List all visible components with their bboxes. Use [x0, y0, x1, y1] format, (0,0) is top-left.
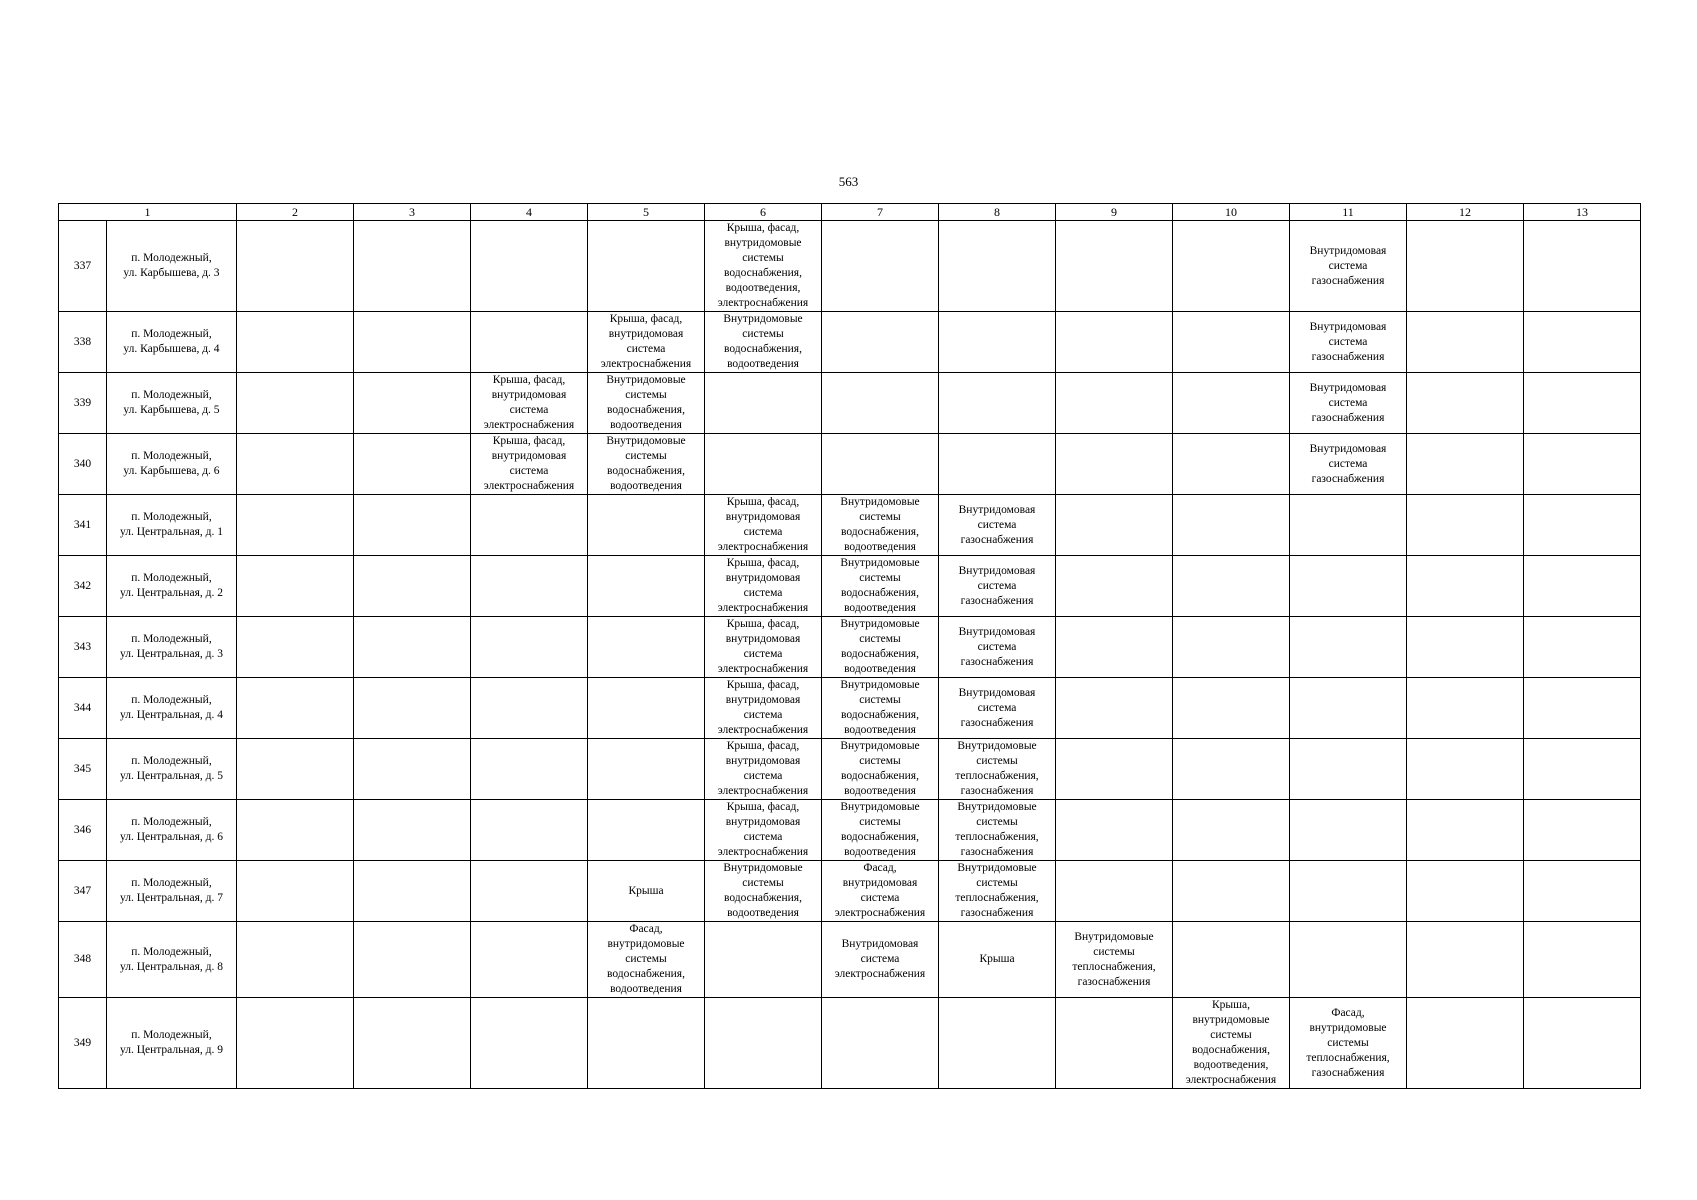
row-number: 338 — [59, 312, 107, 373]
work-cell-col-6: Крыша, фасад, внутридомовые системы водоснабжения, водоотведения, электроснабжения — [705, 221, 822, 312]
column-header-3: 3 — [354, 204, 471, 221]
work-cell-col-4 — [471, 617, 588, 678]
work-cell-col-2 — [237, 556, 354, 617]
work-cell-col-5: Крыша — [588, 861, 705, 922]
work-cell-col-5: Внутридомовые системы водоснабжения, водоотведения — [588, 373, 705, 434]
table-row — [59, 800, 1641, 861]
row-number: 346 — [59, 800, 107, 861]
work-cell-col-7 — [822, 221, 939, 312]
table-row — [59, 678, 1641, 739]
work-cell-col-10 — [1173, 312, 1290, 373]
work-cell-col-4: Крыша, фасад, внутридомовая система электроснабжения — [471, 434, 588, 495]
work-cell-col-8: Внутридомовая система газоснабжения — [939, 495, 1056, 556]
column-header-10: 10 — [1173, 204, 1290, 221]
work-cell-col-3 — [354, 556, 471, 617]
work-cell-col-6: Внутридомовые системы водоснабжения, водоотведения — [705, 312, 822, 373]
address-cell: п. Молодежный, ул. Центральная, д. 9 — [107, 998, 237, 1089]
work-cell-col-6 — [705, 434, 822, 495]
work-cell-col-6: Крыша, фасад, внутридомовая система электроснабжения — [705, 678, 822, 739]
work-cell-col-13 — [1524, 495, 1641, 556]
work-cell-col-2 — [237, 739, 354, 800]
address-cell: п. Молодежный, ул. Карбышева, д. 6 — [107, 434, 237, 495]
work-cell-col-8: Крыша — [939, 922, 1056, 998]
work-cell-col-11 — [1290, 922, 1407, 998]
work-cell-col-5: Внутридомовые системы водоснабжения, водоотведения — [588, 434, 705, 495]
work-cell-col-13 — [1524, 800, 1641, 861]
work-cell-col-4 — [471, 800, 588, 861]
work-cell-col-9 — [1056, 800, 1173, 861]
column-header-7: 7 — [822, 204, 939, 221]
work-cell-col-5 — [588, 221, 705, 312]
column-header-4: 4 — [471, 204, 588, 221]
work-cell-col-2 — [237, 434, 354, 495]
work-cell-col-11: Фасад, внутридомовые системы теплоснабжения, газоснабжения — [1290, 998, 1407, 1089]
address-cell: п. Молодежный, ул. Карбышева, д. 3 — [107, 221, 237, 312]
table-header-row — [59, 204, 1641, 221]
work-cell-col-11 — [1290, 678, 1407, 739]
work-cell-col-4 — [471, 495, 588, 556]
work-cell-col-7: Внутридомовая система электроснабжения — [822, 922, 939, 998]
work-cell-col-3 — [354, 861, 471, 922]
work-cell-col-5 — [588, 678, 705, 739]
work-cell-col-11: Внутридомовая система газоснабжения — [1290, 373, 1407, 434]
work-cell-col-9 — [1056, 617, 1173, 678]
address-cell: п. Молодежный, ул. Центральная, д. 5 — [107, 739, 237, 800]
row-number: 345 — [59, 739, 107, 800]
table-row — [59, 556, 1641, 617]
work-cell-col-2 — [237, 678, 354, 739]
work-cell-col-13 — [1524, 373, 1641, 434]
work-cell-col-9 — [1056, 998, 1173, 1089]
work-cell-col-5: Фасад, внутридомовые системы водоснабжения, водоотведения — [588, 922, 705, 998]
work-cell-col-7 — [822, 312, 939, 373]
work-cell-col-13 — [1524, 221, 1641, 312]
work-cell-col-10 — [1173, 617, 1290, 678]
work-cell-col-11 — [1290, 556, 1407, 617]
work-cell-col-2 — [237, 312, 354, 373]
work-cell-col-12 — [1407, 221, 1524, 312]
work-cell-col-12 — [1407, 434, 1524, 495]
work-cell-col-12 — [1407, 922, 1524, 998]
work-cell-col-8 — [939, 434, 1056, 495]
column-header-1: 1 — [59, 204, 237, 221]
work-cell-col-7 — [822, 373, 939, 434]
work-cell-col-2 — [237, 373, 354, 434]
work-cell-col-10 — [1173, 800, 1290, 861]
work-cell-col-2 — [237, 495, 354, 556]
address-cell: п. Молодежный, ул. Центральная, д. 7 — [107, 861, 237, 922]
work-cell-col-10 — [1173, 221, 1290, 312]
work-cell-col-5 — [588, 998, 705, 1089]
work-cell-col-11 — [1290, 800, 1407, 861]
work-cell-col-7: Фасад, внутридомовая система электроснабжения — [822, 861, 939, 922]
work-cell-col-8 — [939, 373, 1056, 434]
work-cell-col-12 — [1407, 800, 1524, 861]
table-row — [59, 861, 1641, 922]
work-cell-col-5: Крыша, фасад, внутридомовая система электроснабжения — [588, 312, 705, 373]
table-body — [59, 221, 1641, 1089]
work-cell-col-5 — [588, 556, 705, 617]
work-cell-col-3 — [354, 739, 471, 800]
work-cell-col-12 — [1407, 312, 1524, 373]
work-cell-col-10 — [1173, 373, 1290, 434]
work-cell-col-6 — [705, 373, 822, 434]
work-cell-col-4 — [471, 861, 588, 922]
work-cell-col-5 — [588, 800, 705, 861]
work-cell-col-4 — [471, 922, 588, 998]
work-cell-col-12 — [1407, 861, 1524, 922]
work-cell-col-8: Внутридомовая система газоснабжения — [939, 678, 1056, 739]
column-header-5: 5 — [588, 204, 705, 221]
column-header-12: 12 — [1407, 204, 1524, 221]
work-cell-col-11 — [1290, 861, 1407, 922]
work-cell-col-9 — [1056, 556, 1173, 617]
address-cell: п. Молодежный, ул. Карбышева, д. 4 — [107, 312, 237, 373]
work-cell-col-7 — [822, 998, 939, 1089]
work-cell-col-4 — [471, 678, 588, 739]
table-row — [59, 617, 1641, 678]
work-cell-col-6 — [705, 998, 822, 1089]
row-number: 349 — [59, 998, 107, 1089]
work-cell-col-4 — [471, 998, 588, 1089]
work-cell-col-12 — [1407, 739, 1524, 800]
address-cell: п. Молодежный, ул. Центральная, д. 8 — [107, 922, 237, 998]
work-cell-col-5 — [588, 617, 705, 678]
table-row — [59, 312, 1641, 373]
work-cell-col-7: Внутридомовые системы водоснабжения, водоотведения — [822, 617, 939, 678]
work-cell-col-3 — [354, 221, 471, 312]
work-cell-col-9 — [1056, 312, 1173, 373]
work-cell-col-11: Внутридомовая система газоснабжения — [1290, 221, 1407, 312]
column-header-8: 8 — [939, 204, 1056, 221]
work-cell-col-7: Внутридомовые системы водоснабжения, водоотведения — [822, 678, 939, 739]
work-cell-col-2 — [237, 998, 354, 1089]
work-cell-col-13 — [1524, 998, 1641, 1089]
work-cell-col-9 — [1056, 678, 1173, 739]
work-cell-col-9 — [1056, 739, 1173, 800]
work-cell-col-8: Внутридомовая система газоснабжения — [939, 556, 1056, 617]
work-cell-col-4 — [471, 739, 588, 800]
address-cell: п. Молодежный, ул. Центральная, д. 3 — [107, 617, 237, 678]
row-number: 342 — [59, 556, 107, 617]
work-cell-col-11 — [1290, 495, 1407, 556]
work-cell-col-13 — [1524, 556, 1641, 617]
work-cell-col-3 — [354, 312, 471, 373]
work-cell-col-6 — [705, 922, 822, 998]
table-row — [59, 739, 1641, 800]
work-cell-col-13 — [1524, 861, 1641, 922]
work-cell-col-8: Внутридомовые системы теплоснабжения, газоснабжения — [939, 800, 1056, 861]
row-number: 343 — [59, 617, 107, 678]
work-cell-col-13 — [1524, 922, 1641, 998]
work-cell-col-11: Внутридомовая система газоснабжения — [1290, 312, 1407, 373]
work-cell-col-3 — [354, 434, 471, 495]
row-number: 344 — [59, 678, 107, 739]
work-cell-col-3 — [354, 922, 471, 998]
work-cell-col-13 — [1524, 434, 1641, 495]
work-cell-col-11 — [1290, 617, 1407, 678]
work-cell-col-3 — [354, 678, 471, 739]
work-cell-col-6: Крыша, фасад, внутридомовая система электроснабжения — [705, 617, 822, 678]
work-cell-col-6: Крыша, фасад, внутридомовая система электроснабжения — [705, 495, 822, 556]
work-cell-col-3 — [354, 495, 471, 556]
row-number: 341 — [59, 495, 107, 556]
work-cell-col-3 — [354, 617, 471, 678]
table-row — [59, 221, 1641, 312]
work-cell-col-9 — [1056, 373, 1173, 434]
work-cell-col-10 — [1173, 861, 1290, 922]
work-cell-col-6: Крыша, фасад, внутридомовая система электроснабжения — [705, 800, 822, 861]
housing-repair-table — [58, 203, 1641, 1089]
table-row — [59, 922, 1641, 998]
work-cell-col-13 — [1524, 678, 1641, 739]
work-cell-col-4 — [471, 556, 588, 617]
work-cell-col-10 — [1173, 495, 1290, 556]
work-cell-col-12 — [1407, 617, 1524, 678]
row-number: 347 — [59, 861, 107, 922]
work-cell-col-2 — [237, 922, 354, 998]
table-row — [59, 373, 1641, 434]
work-cell-col-13 — [1524, 739, 1641, 800]
address-cell: п. Молодежный, ул. Центральная, д. 1 — [107, 495, 237, 556]
work-cell-col-3 — [354, 373, 471, 434]
work-cell-col-12 — [1407, 495, 1524, 556]
work-cell-col-11 — [1290, 739, 1407, 800]
work-cell-col-11: Внутридомовая система газоснабжения — [1290, 434, 1407, 495]
address-cell: п. Молодежный, ул. Центральная, д. 6 — [107, 800, 237, 861]
work-cell-col-7: Внутридомовые системы водоснабжения, водоотведения — [822, 739, 939, 800]
work-cell-col-10 — [1173, 434, 1290, 495]
work-cell-col-7: Внутридомовые системы водоснабжения, водоотведения — [822, 800, 939, 861]
work-cell-col-8: Внутридомовые системы теплоснабжения, газоснабжения — [939, 861, 1056, 922]
work-cell-col-2 — [237, 800, 354, 861]
work-cell-col-2 — [237, 221, 354, 312]
work-cell-col-10 — [1173, 556, 1290, 617]
table-row — [59, 434, 1641, 495]
column-header-13: 13 — [1524, 204, 1641, 221]
work-cell-col-6: Крыша, фасад, внутридомовая система электроснабжения — [705, 739, 822, 800]
address-cell: п. Молодежный, ул. Центральная, д. 2 — [107, 556, 237, 617]
table-row — [59, 495, 1641, 556]
work-cell-col-8: Внутридомовая система газоснабжения — [939, 617, 1056, 678]
work-cell-col-12 — [1407, 678, 1524, 739]
work-cell-col-4: Крыша, фасад, внутридомовая система электроснабжения — [471, 373, 588, 434]
work-cell-col-9 — [1056, 495, 1173, 556]
row-number: 339 — [59, 373, 107, 434]
work-cell-col-7 — [822, 434, 939, 495]
work-cell-col-12 — [1407, 998, 1524, 1089]
work-cell-col-4 — [471, 312, 588, 373]
work-cell-col-9 — [1056, 861, 1173, 922]
column-header-9: 9 — [1056, 204, 1173, 221]
work-cell-col-10 — [1173, 739, 1290, 800]
work-cell-col-6: Крыша, фасад, внутридомовая система электроснабжения — [705, 556, 822, 617]
work-cell-col-9: Внутридомовые системы теплоснабжения, газоснабжения — [1056, 922, 1173, 998]
work-cell-col-13 — [1524, 617, 1641, 678]
work-cell-col-3 — [354, 998, 471, 1089]
work-cell-col-9 — [1056, 221, 1173, 312]
work-cell-col-10: Крыша, внутридомовые системы водоснабжения, водоотведения, электроснабжения — [1173, 998, 1290, 1089]
work-cell-col-8 — [939, 221, 1056, 312]
work-cell-col-4 — [471, 221, 588, 312]
address-cell: п. Молодежный, ул. Карбышева, д. 5 — [107, 373, 237, 434]
column-header-6: 6 — [705, 204, 822, 221]
work-cell-col-12 — [1407, 373, 1524, 434]
page-number: 563 — [838, 174, 859, 189]
work-cell-col-7: Внутридомовые системы водоснабжения, водоотведения — [822, 495, 939, 556]
address-cell: п. Молодежный, ул. Центральная, д. 4 — [107, 678, 237, 739]
work-cell-col-13 — [1524, 312, 1641, 373]
work-cell-col-8 — [939, 312, 1056, 373]
work-cell-col-2 — [237, 617, 354, 678]
column-header-2: 2 — [237, 204, 354, 221]
column-header-11: 11 — [1290, 204, 1407, 221]
work-cell-col-2 — [237, 861, 354, 922]
work-cell-col-10 — [1173, 922, 1290, 998]
table-row — [59, 998, 1641, 1089]
work-cell-col-10 — [1173, 678, 1290, 739]
row-number: 340 — [59, 434, 107, 495]
work-cell-col-8: Внутридомовые системы теплоснабжения, газоснабжения — [939, 739, 1056, 800]
work-cell-col-5 — [588, 739, 705, 800]
row-number: 348 — [59, 922, 107, 998]
work-cell-col-9 — [1056, 434, 1173, 495]
work-cell-col-6: Внутридомовые системы водоснабжения, водоотведения — [705, 861, 822, 922]
work-cell-col-3 — [354, 800, 471, 861]
work-cell-col-7: Внутридомовые системы водоснабжения, водоотведения — [822, 556, 939, 617]
work-cell-col-12 — [1407, 556, 1524, 617]
work-cell-col-8 — [939, 998, 1056, 1089]
work-cell-col-5 — [588, 495, 705, 556]
row-number: 337 — [59, 221, 107, 312]
